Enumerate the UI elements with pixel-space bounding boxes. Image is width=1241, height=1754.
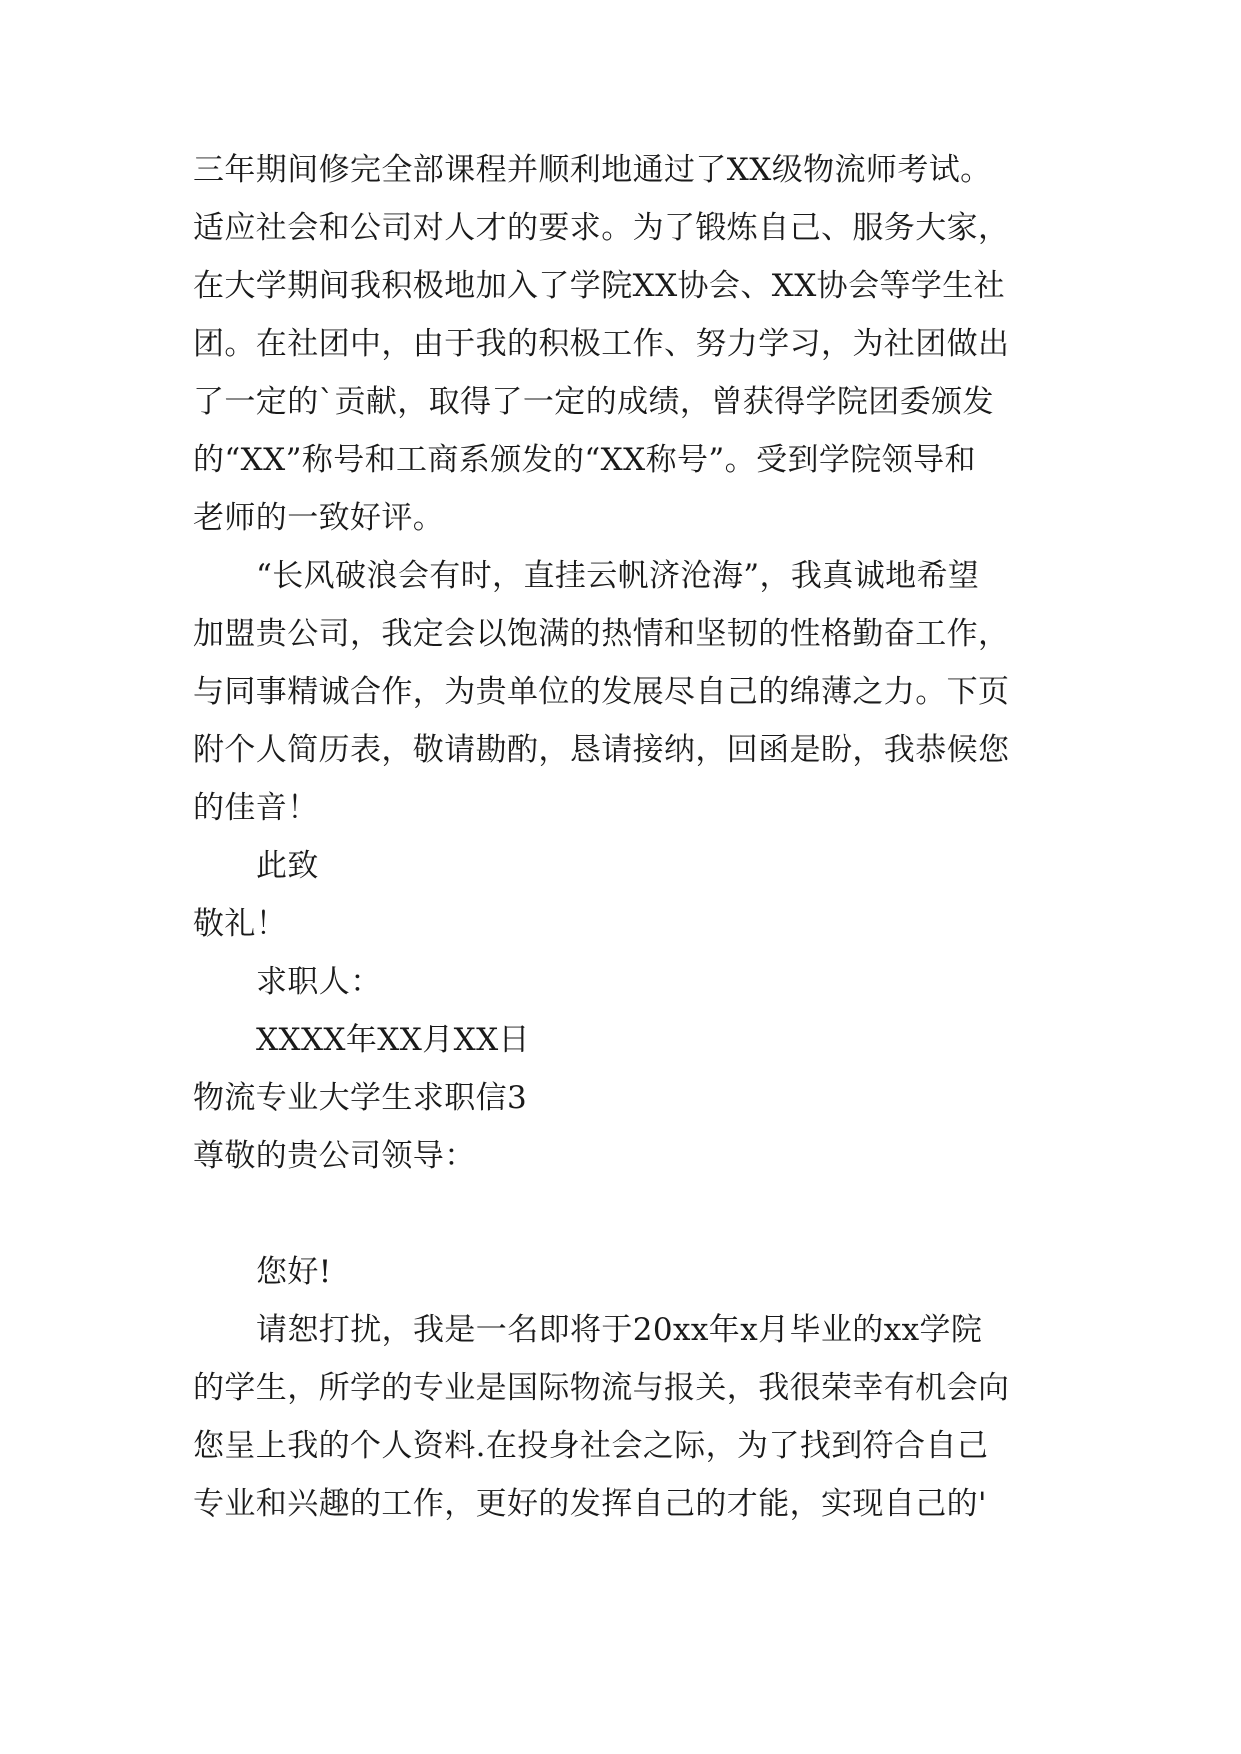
closing-salutation: 此致 <box>256 848 319 884</box>
paragraph-line: 的佳音！ <box>193 790 319 826</box>
paragraph-line: “长风破浪会有时，直挂云帆济沧海”，我真诚地希望 <box>256 558 980 594</box>
paragraph-line: 您呈上我的个人资料.在投身社会之际，为了找到符合自己 <box>193 1428 989 1464</box>
applicant-signature: 求职人： <box>256 964 382 1000</box>
paragraph-line: 与同事精诚合作，为贵单位的发展尽自己的绵薄之力。下页 <box>193 674 1010 710</box>
letter-title: 物流专业大学生求职信3 <box>193 1080 528 1116</box>
letter-greeting: 尊敬的贵公司领导： <box>193 1138 476 1174</box>
paragraph-line: 适应社会和公司对人才的要求。为了锻炼自己、服务大家， <box>193 210 1010 246</box>
paragraph-line: 老师的一致好评。 <box>193 500 445 536</box>
paragraph-line: 三年期间修完全部课程并顺利地通过了XX级物流师考试。 <box>193 152 992 188</box>
paragraph-line: 在大学期间我积极地加入了学院XX协会、XX协会等学生社 <box>193 268 1006 304</box>
paragraph-line: 附个人简历表，敬请勘酌，恳请接纳，回函是盼，我恭候您 <box>193 732 1010 768</box>
paragraph-line: 加盟贵公司，我定会以饱满的热情和坚韧的性格勤奋工作， <box>193 616 1010 652</box>
letter-date: XXXX年XX月XX日 <box>256 1022 530 1058</box>
paragraph-line: 的“XX”称号和工商系颁发的“XX称号”。受到学院领导和 <box>193 442 976 478</box>
paragraph-line: 专业和兴趣的工作，更好的发挥自己的才能，实现自己的' <box>193 1486 987 1522</box>
closing-regards: 敬礼！ <box>193 906 288 942</box>
paragraph-line: 的学生，所学的专业是国际物流与报关，我很荣幸有机会向 <box>193 1370 1010 1406</box>
paragraph-line: 团。在社团中，由于我的积极工作、努力学习，为社团做出 <box>193 326 1010 362</box>
hello-line: 您好! <box>256 1254 332 1290</box>
paragraph-line: 请恕打扰，我是一名即将于20xx年x月毕业的xx学院 <box>256 1312 983 1348</box>
paragraph-line: 了一定的`贡献，取得了一定的成绩，曾获得学院团委颁发 <box>193 384 994 420</box>
